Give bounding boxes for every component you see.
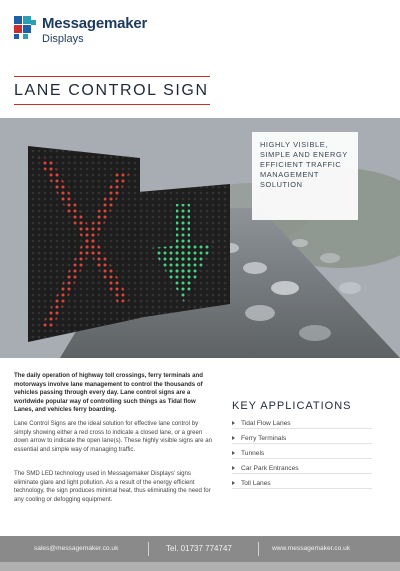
hero-image: [0, 118, 400, 358]
list-item: Toll Lanes: [232, 474, 372, 489]
key-applications-heading: KEY APPLICATIONS: [232, 400, 352, 412]
footer-strip: [0, 562, 400, 571]
hero-tagline: HIGHLY VISIBLE, SIMPLE AND ENERGY EFFICIENT TRAFFIC MANAGEMENT SOLUTION: [252, 132, 358, 220]
brand-sub: Displays: [42, 33, 84, 45]
list-item: Ferry Terminals: [232, 429, 372, 444]
footer-divider: [258, 542, 259, 556]
bullet-arrow-icon: [232, 421, 235, 425]
bullet-arrow-icon: [232, 451, 235, 455]
brand-logo: [14, 14, 164, 50]
footer-web-link[interactable]: www.messagemaker.co.uk: [272, 545, 351, 552]
title-rule-bottom: [14, 104, 210, 105]
list-item: Car Park Entrances: [232, 459, 372, 474]
title-rule-top: [14, 76, 210, 77]
body-paragraph-1: Lane Control Signs are the ideal solution for effective lane control by simply showing either a red cross to indicate a closed lane, or a green down arrow to indicate the open lane(s). These highly visible signs are an essential and simple way of managing traffic.: [14, 420, 213, 453]
bullet-arrow-icon: [232, 466, 235, 470]
list-item: Tidal Flow Lanes: [232, 414, 372, 429]
footer-phone: Tel. 01737 774747: [166, 544, 232, 553]
list-item: Tunnels: [232, 444, 372, 459]
bullet-arrow-icon: [232, 481, 235, 485]
key-applications-list: [232, 414, 372, 489]
logo-squares-icon: [14, 16, 38, 42]
bullet-arrow-icon: [232, 436, 235, 440]
footer-email-link[interactable]: sales@messagemaker.co.uk: [34, 545, 119, 552]
footer-divider: [148, 542, 149, 556]
intro-paragraph: The daily operation of highway toll crossings, ferry terminals and motorways involve lane management to control the thousands of vehicles passing through every day. Lane control signs are a worldwide popular way of controlling such things as Tidal flow Lanes, and vehicles ferry boarding.: [14, 372, 203, 414]
page-title: LANE CONTROL SIGN: [14, 82, 209, 99]
brand-name: Messagemaker: [42, 15, 148, 32]
footer-bar: [0, 536, 400, 562]
body-paragraph-2: The SMD LED technology used in Messagemaker Displays' signs eliminate glare and light pollution. As a result of the energy efficient technology, the sign produces minimal heat, thus eliminating the need for any cooling or defogging equipment.: [14, 470, 211, 503]
